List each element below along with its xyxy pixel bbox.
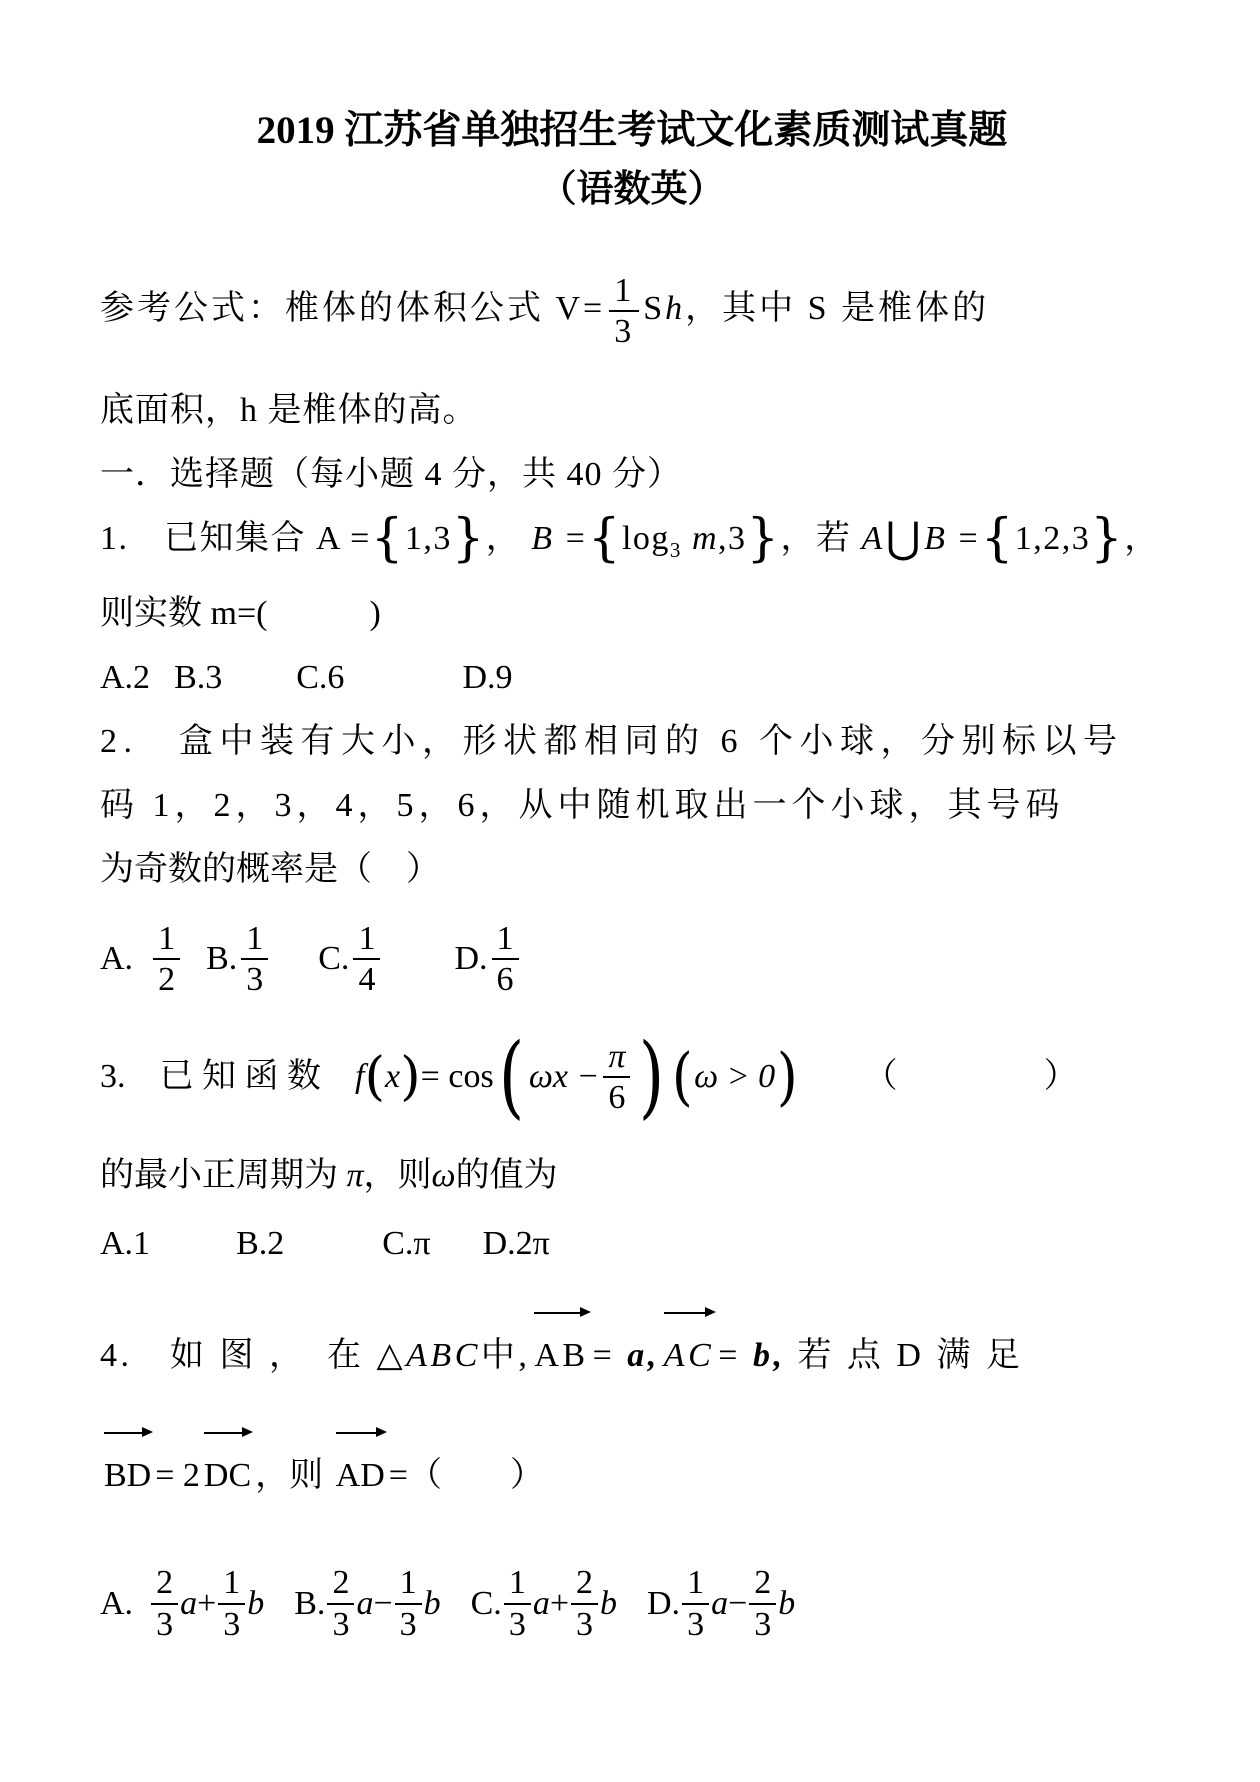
fraction-denominator: 6 <box>603 1076 630 1116</box>
question-1-options <box>100 646 1164 710</box>
fraction <box>492 920 519 999</box>
paren: ) <box>776 1039 798 1113</box>
option-label: A. <box>100 1584 134 1622</box>
q1-B2: B = <box>924 519 981 557</box>
option-d <box>454 920 522 999</box>
vector-a: a <box>532 1584 550 1622</box>
q3-omega: ω <box>431 1157 456 1195</box>
option-a: A.1 <box>100 1225 151 1263</box>
q3-equals-cos: = cos <box>420 1058 494 1096</box>
question-3-line2 <box>100 1144 1164 1208</box>
fraction-denominator: 6 <box>492 958 519 998</box>
question-3-options <box>100 1212 1164 1276</box>
q3-text2b: ，则 <box>363 1157 432 1195</box>
q1-set1: 1,3 <box>404 519 452 557</box>
option-b <box>294 1564 440 1643</box>
question-2-line2: 码 1，2，3，4，5，6，从中随机取出一个小球，其号码 <box>100 786 1065 824</box>
q3-text: 3. 已 知 函 数 <box>100 1058 321 1096</box>
question-4-options <box>100 1564 1164 1643</box>
formula-h: h <box>665 290 686 328</box>
vector-a: a <box>356 1584 374 1622</box>
q4-eq1: = <box>592 1337 628 1375</box>
fraction-numerator: 1 <box>508 1564 526 1602</box>
q3-inner: ωx − <box>528 1058 600 1096</box>
vector-b: b <box>423 1584 441 1622</box>
fraction <box>218 1564 245 1643</box>
q1-B: B = <box>531 519 588 557</box>
fraction-numerator: 1 <box>496 919 514 957</box>
fraction <box>749 1564 776 1643</box>
formula-suffix: ，其中 S 是椎体的 <box>685 290 990 328</box>
fraction-pi-sixth <box>603 1038 630 1117</box>
paren: ( <box>671 1039 693 1113</box>
q4-eq3: = 2 <box>155 1457 200 1495</box>
fraction <box>504 1564 531 1643</box>
fraction-denominator: 3 <box>327 1603 354 1643</box>
q1-set3: 1,2,3 <box>1014 519 1091 557</box>
option-a <box>100 920 184 999</box>
fraction-denominator: 3 <box>151 1603 178 1643</box>
reference-formula-line <box>100 272 1164 351</box>
q4-text: 4. 如 图 ， 在 <box>100 1337 377 1375</box>
vector-AD: AD <box>336 1444 385 1508</box>
left-brace: { <box>587 508 622 568</box>
fraction-numerator: 1 <box>687 1564 705 1602</box>
vector-AB: AB <box>534 1324 588 1388</box>
operator: + <box>197 1584 217 1622</box>
question-2-line1: 2. 盒中装有大小，形状都相同的 6 个小球，分别标以号 <box>100 722 1124 760</box>
option-c: C.π <box>382 1225 431 1263</box>
vector-a: a <box>711 1584 729 1622</box>
q3-text2a: 的最小正周期为 <box>100 1157 347 1195</box>
fraction-denominator: 4 <box>353 958 380 998</box>
option-b <box>206 920 272 999</box>
vector-AC: AC <box>664 1324 714 1388</box>
fraction-numerator: 2 <box>576 1564 593 1602</box>
q4-a: a, <box>627 1337 660 1375</box>
q4-mid: 中, <box>480 1337 531 1375</box>
fraction <box>241 920 268 999</box>
q3-condition: ω > 0 <box>694 1058 776 1096</box>
q1-comma3: ， <box>1124 519 1160 557</box>
fraction-denominator: 3 <box>571 1603 598 1643</box>
q3-x: x <box>385 1058 401 1096</box>
q3-text2c: 的值为 <box>455 1157 558 1195</box>
q4-answer-blank: =（ ） <box>388 1457 544 1495</box>
question-4-line1 <box>100 1306 1164 1388</box>
fraction-one-third <box>609 272 639 351</box>
fraction-numerator: 2 <box>156 1564 174 1602</box>
section-heading: 一．选择题（每小题 4 分，共 40 分） <box>100 455 682 493</box>
fraction-numerator: 1 <box>158 919 176 957</box>
union-symbol: ⋃ <box>885 514 923 562</box>
fraction-denominator: 2 <box>153 958 180 998</box>
q4-b: b, <box>752 1337 786 1375</box>
q1-text: 1. 已知集合 A = <box>100 519 371 557</box>
big-paren: ) <box>639 1024 665 1130</box>
option-c <box>471 1564 617 1643</box>
fraction <box>153 920 180 999</box>
option-d: D.2π <box>482 1225 550 1263</box>
option-label: B. <box>206 939 238 977</box>
vector-b: b <box>600 1584 617 1622</box>
option-label: C. <box>318 939 350 977</box>
vector-DC: DC <box>204 1444 251 1508</box>
q1-m: m <box>681 519 718 557</box>
option-d <box>647 1564 795 1643</box>
operator: − <box>373 1584 393 1622</box>
right-brace: } <box>1090 508 1125 568</box>
q1-log-base: 3 <box>669 537 682 562</box>
operator: − <box>728 1584 748 1622</box>
option-b: B.2 <box>236 1225 285 1263</box>
fraction <box>682 1564 709 1643</box>
formula-S: S <box>643 290 666 328</box>
option-label: B. <box>294 1584 326 1622</box>
paren: ( <box>364 1046 386 1107</box>
q1-set2-tail: ,3 <box>718 519 747 557</box>
question-4-line2 <box>100 1426 1164 1508</box>
option-label: A. <box>100 939 134 977</box>
triangle-symbol: △ <box>376 1337 407 1375</box>
question-1-statement <box>100 507 1164 582</box>
fraction-numerator: 1 <box>223 1564 241 1602</box>
option-b: B.3 <box>174 658 223 696</box>
fraction-denominator: 3 <box>609 310 639 350</box>
fraction-denominator: 3 <box>218 1603 245 1643</box>
vector-b: b <box>778 1584 796 1622</box>
q1-log: log <box>621 519 670 557</box>
option-c <box>318 920 384 999</box>
option-a: A.2 <box>100 658 151 696</box>
fraction-numerator: 1 <box>246 919 264 957</box>
document-title: 2019 江苏省单独招生考试文化素质测试真题 <box>256 109 1008 152</box>
fraction <box>353 920 380 999</box>
option-d: D.9 <box>462 658 513 696</box>
left-brace: { <box>370 508 405 568</box>
q4-tail: 若 点 D 满 足 <box>785 1337 1024 1375</box>
vector-b: b <box>247 1584 265 1622</box>
fraction-numerator: 1 <box>399 1564 417 1602</box>
option-a <box>100 1564 264 1643</box>
paren: ) <box>400 1046 421 1107</box>
vector-BD: BD <box>104 1444 151 1508</box>
q4-triangle-letters: ABC <box>406 1337 481 1375</box>
right-brace: } <box>746 508 781 568</box>
fraction <box>395 1564 422 1643</box>
fraction-denominator: 3 <box>504 1603 531 1643</box>
fraction-denominator: 3 <box>749 1603 776 1643</box>
fraction <box>571 1564 598 1643</box>
fraction-denominator: 3 <box>682 1603 709 1643</box>
question-1-blank-line: 则实数 m=( ) <box>100 594 381 632</box>
fraction <box>327 1564 354 1643</box>
option-c: C.6 <box>296 658 345 696</box>
q3-f: f <box>355 1058 365 1096</box>
question-2-options <box>100 920 1164 999</box>
fraction <box>151 1564 178 1643</box>
fraction-numerator: 1 <box>358 919 376 957</box>
left-brace: { <box>980 508 1015 568</box>
option-label: C. <box>470 1584 502 1622</box>
q4-mid2: ，则 <box>255 1457 332 1495</box>
operator: + <box>549 1584 569 1622</box>
right-brace: } <box>451 508 486 568</box>
q3-pi: π <box>346 1157 364 1195</box>
q1-A: A <box>861 519 884 557</box>
big-paren: ( <box>498 1024 524 1130</box>
option-label: D. <box>647 1584 681 1622</box>
option-label: D. <box>454 939 488 977</box>
fraction-numerator: π <box>608 1037 626 1075</box>
q4-eq2: = <box>718 1337 753 1375</box>
fraction-numerator: 1 <box>614 272 635 309</box>
fraction-numerator: 2 <box>332 1564 350 1602</box>
question-3-statement <box>100 1016 1164 1138</box>
q1-comma2: ，若 <box>780 519 862 557</box>
fraction-denominator: 3 <box>241 958 268 998</box>
formula-prefix: 参考公式：椎体的体积公式 V= <box>100 290 606 328</box>
fraction-numerator: 2 <box>754 1564 772 1602</box>
q3-answer-blank: （ ） <box>863 1058 1080 1096</box>
q1-comma: ， <box>485 519 532 557</box>
document-subtitle: （语数英） <box>539 169 725 210</box>
reference-formula-line2: 底面积，h 是椎体的高。 <box>100 391 478 429</box>
fraction-denominator: 3 <box>395 1603 422 1643</box>
question-2-line3: 为奇数的概率是（ ） <box>100 850 440 888</box>
vector-a: a <box>180 1584 198 1622</box>
